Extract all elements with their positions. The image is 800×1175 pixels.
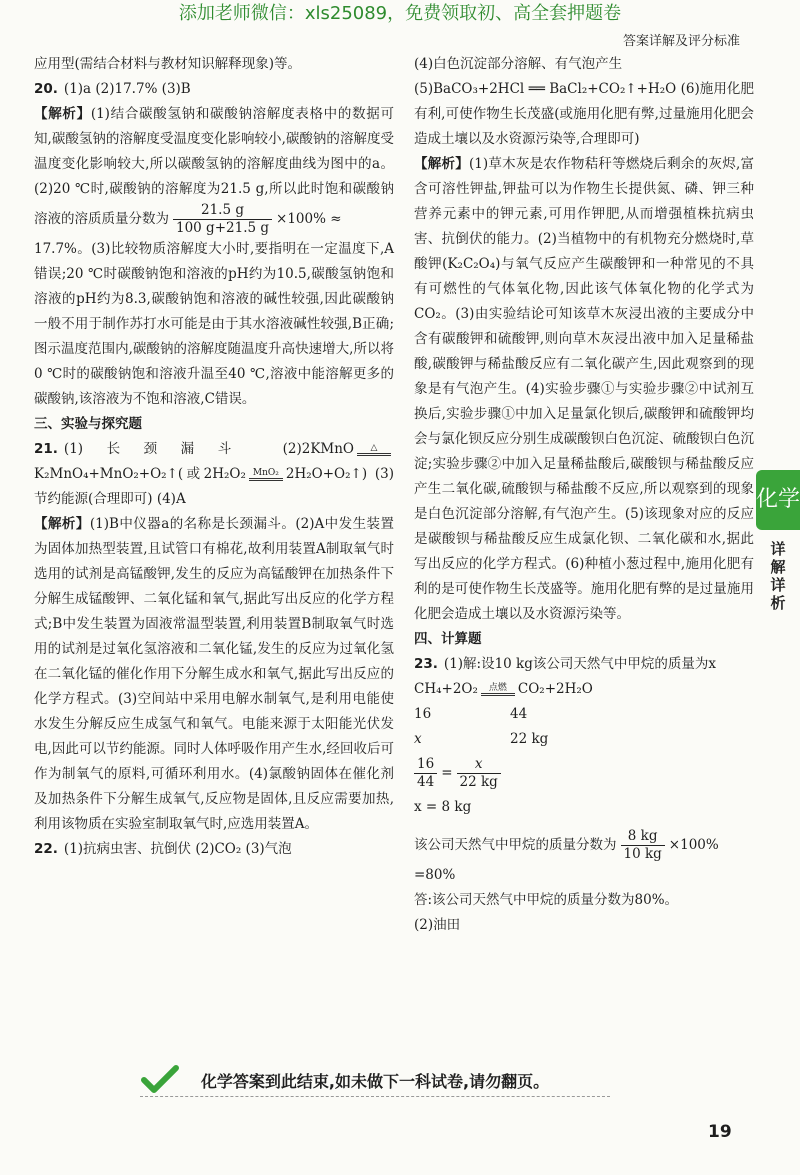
running-header: 答案详解及评分标准 [622, 34, 740, 49]
promo-banner: 添加老师微信：xls25089，免费领取初、高全套押题卷 [178, 3, 622, 24]
q20-explanation-text: (1)结合碳酸氢钠和碳酸钠溶解度表格中的数据可知,碳酸氢钠的溶解度受温度变化影响较小,碳酸钠的溶解度受温度变化影响较大,所以碳酸氢钠的溶解度曲线为图中的a。(2)20 ℃时,碳酸钠的溶解度为21.5 g,所以此时饱和碳酸钠溶液的溶质质量分数为 [34, 106, 394, 227]
prop-num-1: 16 [414, 756, 437, 774]
mass-22kg: 22 kg [510, 731, 549, 747]
q21-answer-part2: K₂MnO₄+MnO₂+O₂↑(或2H₂O₂ [34, 466, 246, 482]
q23-number: 23. [414, 656, 438, 672]
q21-answer [34, 437, 394, 512]
q22-number: 22. [34, 841, 58, 857]
detail-label: 详解详析 [770, 540, 786, 612]
q20-explanation [34, 102, 394, 237]
fraction-denominator: 100 g+21.5 g [176, 220, 270, 236]
reaction-arrow-catalyst [249, 469, 283, 481]
proportion: $\frac{16}{44}$ = $\frac{x}{22 kg}$ [414, 756, 754, 791]
q22-explanation [414, 152, 754, 627]
mass-fraction-num: 8 kg [621, 828, 665, 846]
q20-number: 20. [34, 81, 58, 97]
jiexi-tag: 【解析】 [414, 156, 470, 172]
fraction-tail: ×100% ≈ [276, 211, 342, 227]
prop-frac-1 [414, 756, 437, 791]
q20-fraction [173, 202, 272, 237]
right-column [414, 52, 754, 938]
mass-44: 44 [510, 706, 528, 722]
subject-label: 化学 [756, 470, 800, 530]
condition-heat: △ [370, 442, 378, 453]
combustion-equation [414, 677, 754, 702]
q21-answer-part1: (1)长颈漏斗 (2)2KMnO [63, 441, 354, 457]
prop-den-2: 22 kg [459, 774, 498, 790]
q21-explanation [34, 512, 394, 837]
mass-fraction-tail: ×100% [668, 837, 719, 853]
mass-fraction-text: 该公司天然气中甲烷的质量分数为 [414, 837, 617, 853]
q22-answer [34, 837, 394, 862]
q22-part4: (4)白色沉淀部分溶解、有气泡产生 [414, 56, 623, 72]
percent-result: =80% [414, 867, 456, 883]
q20-explanation-cont: 17.7%。(3)比较物质溶解度大小时,要指明在一定温度下,A错误;20 ℃时碳酸钠饱和溶液的pH约为10.5,碳酸氢钠饱和溶液的pH约为8.3,碳酸钠饱和溶液的碱性较强,因此碳酸钠一般不用于制作苏打水可能是由于其水溶液碱性较强,B正确;图示温度范围内,碳酸钠的溶解度随温度升高快速增大,所以将0 ℃时的碳酸钠饱和溶液升温至40 ℃,溶液中能溶解更多的碳酸钠,该溶液为不饱和溶液,C错误。 [34, 241, 394, 407]
intro-line: 应用型(需结合材料与教材知识解释现象)等。 [34, 56, 302, 72]
prop-num-2: x [457, 756, 501, 774]
q20-answer-text: (1)a (2)17.7% (3)B [63, 81, 191, 97]
mass-16: 16 [414, 706, 432, 722]
q23-setup-text: (1)解:设10 kg该公司天然气中甲烷的质量为x [443, 656, 716, 672]
q23-part2: (2)油田 [414, 917, 461, 933]
mass-x: x [414, 731, 422, 747]
mass-row-2 [414, 727, 754, 752]
mass-fraction [621, 828, 665, 863]
q20-answer [34, 77, 394, 102]
subject-side-tab [756, 470, 800, 620]
q21-answer-part3: 2H₂O+O₂↑) (3)节约能源(合理即可) (4)A [34, 466, 394, 507]
prop-den-1: 44 [417, 774, 435, 790]
jiexi-tag: 【解析】 [34, 106, 91, 122]
prop-frac-2 [457, 756, 501, 791]
q23-answer-statement: 答:该公司天然气中甲烷的质量分数为80%。 [414, 892, 679, 908]
footer-note: 化学答案到此结束,如未做下一科试卷,请勿翻页。 [140, 1070, 610, 1097]
section-4-heading: 四、计算题 [414, 631, 482, 647]
jiexi-tag: 【解析】 [34, 516, 90, 532]
x-result: x = 8 kg [414, 799, 472, 815]
q21-number: 21. [34, 441, 58, 457]
section-3-heading: 三、实验与探究题 [34, 416, 142, 432]
q22-explanation-text: (1)草木灰是农作物秸秆等燃烧后剩余的灰烬,富含可溶性钾盐,钾盐可以为作物生长提供氮、磷、钾三种营养元素中的钾元素,可用作钾肥,从而增强植株抗病虫害、抗倒伏的能力。(2)当植物中的有机物充分燃烧时,草酸钾(K₂C₂O₄)与氧气反应产生碳酸钾和一种常见的不具有可燃性的气体氧化物,因此该气体氧化物的化学式为CO₂。(3)由实验结论可知该草木灰浸出液的主要成分中含有碳酸钾和硫酸钾,则向草木灰浸出液中加入足量稀盐酸,碳酸钾与稀盐酸反应有二氧化碳产生,因此观察到的现象是有气泡产生。(4)实验步骤①与实验步骤②中试剂互换后,实验步骤①中加入足量氯化钡后,碳酸钾和硫酸钾均会与氯化钡反应分别生成碳酸钡白色沉淀、硫酸钡白色沉淀;实验步骤②中加入足量稀盐酸后,碳酸钡与稀盐酸反应产生二氧化碳,硫酸钡与稀盐酸不反应,所以观察到的现象是白色沉淀部分溶解,有气泡产生。(5)该现象对应的反应是碳酸钡与稀盐酸反应生成氯化钡、二氧化碳和水,据此写出反应的化学方程式。(6)种植小葱过程中,施用化肥有利的是可使作物生长茂盛等。施用化肥有弊的是过量施用化肥会造成土壤以及水资源污染等。 [414, 156, 754, 622]
fraction-numerator: 21.5 g [173, 202, 272, 220]
q23-setup [414, 652, 754, 677]
mass-fraction-den: 10 kg [623, 846, 662, 862]
mass-row-1 [414, 702, 754, 727]
equation-left: CH₄+2O₂ [414, 681, 478, 697]
condition-ignite: 点燃 [488, 682, 507, 693]
reaction-arrow-heat [357, 444, 391, 456]
reaction-arrow-ignite [481, 684, 515, 696]
left-column [34, 52, 394, 862]
page-number: 19 [708, 1122, 732, 1142]
condition-catalyst: MnO₂ [252, 467, 279, 478]
equation-right: CO₂+2H₂O [517, 681, 593, 697]
q21-explanation-text: (1)B中仪器a的名称是长颈漏斗。(2)A中发生装置为固体加热型装置,且试管口有棉花,故利用装置A制取氧气时选用的试剂是高锰酸钾,发生的反应为高锰酸钾在加热条件下分解生成锰酸钾、二氧化锰和氧气,据此写出反应的化学方程式;B中发生装置为固液常温型装置,利用装置B制取氧气时选用的试剂是过氧化氢溶液和二氧化锰,发生的反应为过氧化氢在二氧化锰的催化作用下分解生成水和氧气,据此写出反应的化学方程式。(3)空间站中采用电解水制氧气,是利用电能使水发生分解反应生成氢气和氧气。电能来源于太阳能光伏发电,因此可以节约能源。同时人体呼吸作用产生水,经回收后可作为制氧气的原料,可循环利用水。(4)氯酸钠固体在催化剂及加热条件下分解生成氧气,反应物是固体,且反应需要加热,利用该物质在实验室制取氧气时,应选用装置A。 [34, 516, 395, 832]
q22-answer-text: (1)抗病虫害、抗倒伏 (2)CO₂ (3)气泡 [63, 841, 292, 857]
q22-part5-6: (5)BaCO₃+2HCl ══ BaCl₂+CO₂↑+H₂O (6)施用化肥有利,可使作物生长茂盛(或施用化肥有弊,过量施用化肥会造成土壤以及水资源污染等,合理即可) [414, 81, 754, 147]
mass-fraction-line [414, 828, 754, 863]
